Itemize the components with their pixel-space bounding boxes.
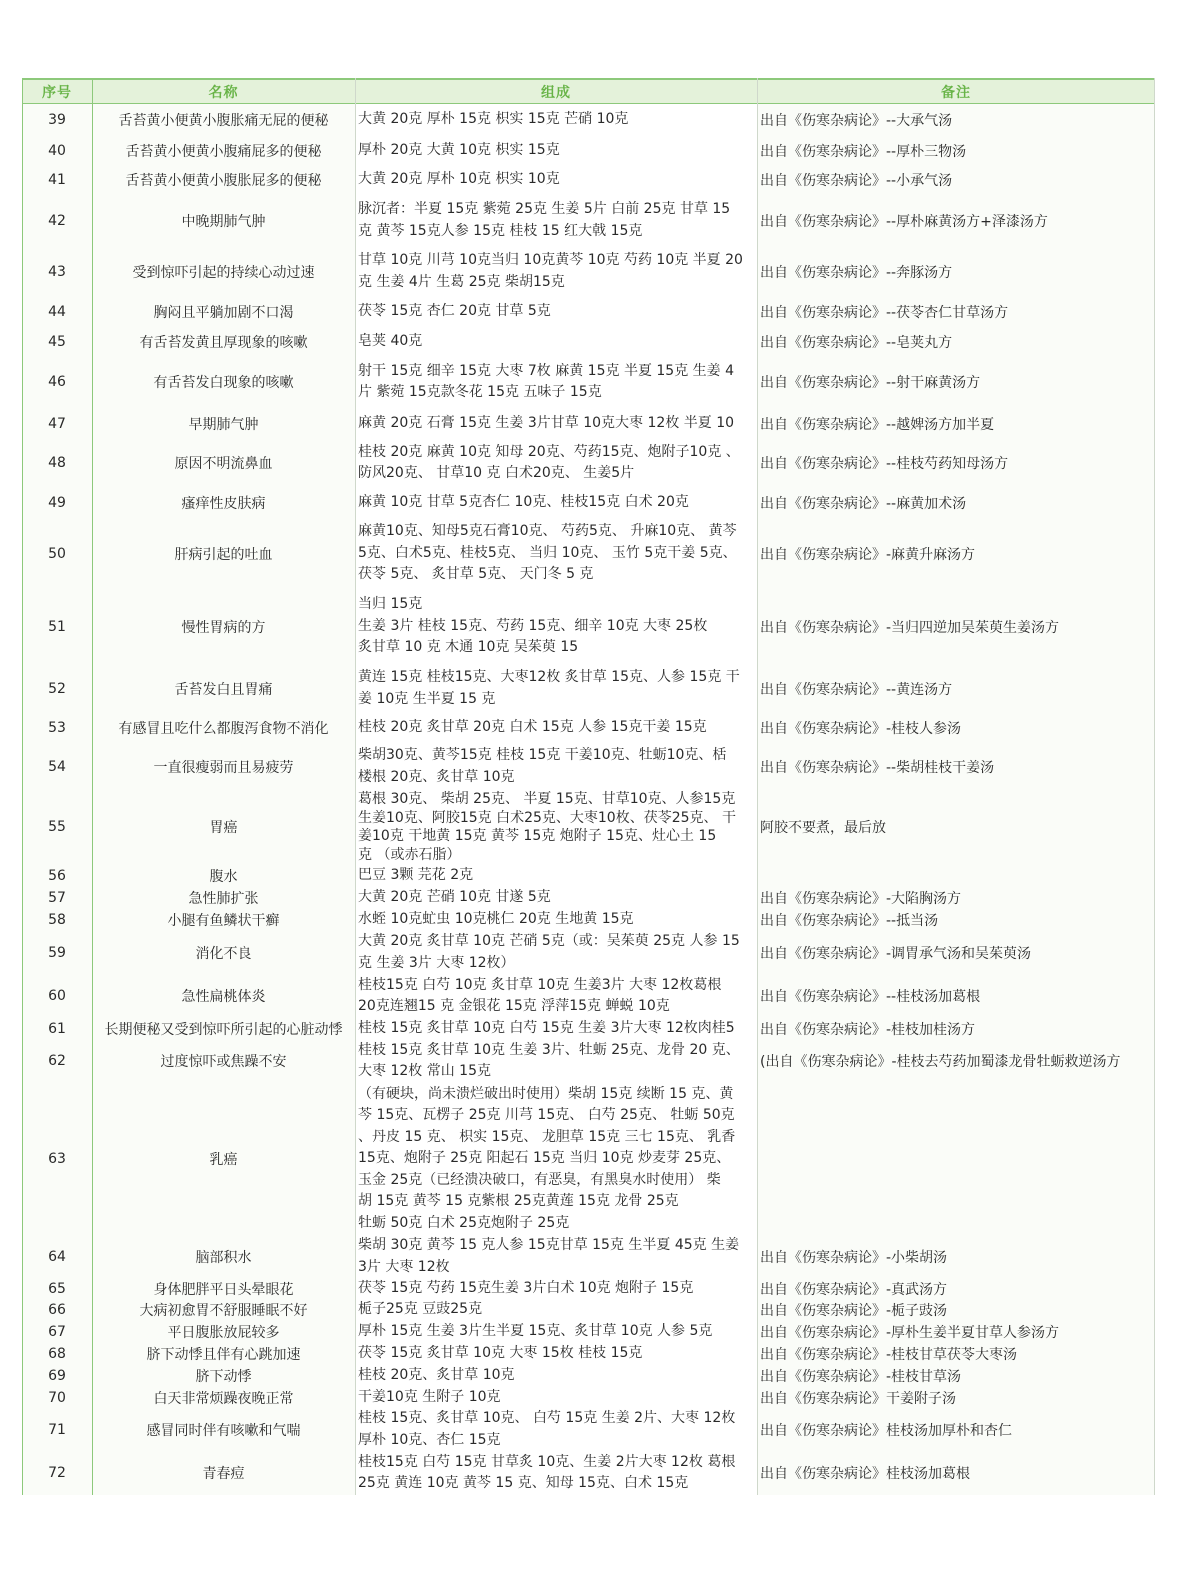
composition-line: 麻黄10克、知母5克石膏10克、 芍药5克、 升麻10克、 黄芩: [358, 523, 737, 540]
row-note: 出自《伤寒杂病论》--小承气汤: [760, 173, 953, 189]
row-composition: [355, 865, 757, 887]
row-composition: [355, 104, 757, 136]
composition-line: 当归 15克: [358, 596, 423, 613]
table-row: [22, 712, 1155, 744]
row-name: 乳癌: [209, 1152, 238, 1168]
row-note: 出自《伤寒杂病论》-真武汤方: [760, 1281, 948, 1298]
composition-line: 大黄 20克 芒硝 10克 甘遂 5克: [358, 889, 551, 906]
row-index: 48: [48, 455, 66, 471]
row-index: 60: [48, 988, 66, 1004]
row-composition: [355, 1321, 757, 1343]
row-name: 脐下动悸: [195, 1369, 252, 1385]
row-index: 42: [48, 212, 66, 229]
row-index: 59: [48, 944, 66, 961]
row-note: 出自《伤寒杂病论》--黄连汤方: [760, 681, 953, 698]
table-row: [22, 1039, 1155, 1083]
row-index: 70: [48, 1389, 66, 1406]
composition-line: 桂枝 20克 炙甘草 20克 白术 15克 人参 15克干姜 15克: [358, 719, 707, 736]
table-row: [22, 519, 1155, 588]
row-name: 脑部积水: [195, 1249, 252, 1266]
table-row: [22, 440, 1155, 486]
row-index: 54: [48, 758, 66, 775]
row-index: 63: [48, 1151, 66, 1167]
table-row: [22, 246, 1155, 297]
row-composition: [355, 1451, 757, 1495]
row-note: 出自《伤寒杂病论》--茯苓杏仁甘草汤方: [760, 305, 1009, 321]
composition-line: 厚朴 15克 生姜 3片生半夏 15克、炙甘草 10克 人参 5克: [358, 1323, 713, 1340]
row-note: 出自《伤寒杂病论》桂枝汤加葛根: [760, 1466, 970, 1482]
table-row: [22, 789, 1155, 865]
row-name: 肝病引起的吐血: [174, 546, 273, 563]
row-name: 大病初愈胃不舒服睡眠不好: [139, 1303, 308, 1319]
row-name: 脐下动悸且伴有心跳加速: [146, 1347, 301, 1363]
row-note: 出自《伤寒杂病论》-桂枝加桂汤方: [760, 1021, 976, 1038]
table-row: [22, 486, 1155, 519]
composition-line: 桂枝15克 白芍 15克 甘草炙 10克、生姜 2片大枣 12枚 葛根: [358, 1453, 736, 1470]
composition-line: 片 紫菀 15克款冬花 15克 五味子 15克: [358, 384, 602, 400]
table-row: [22, 1235, 1155, 1278]
row-composition: [355, 665, 757, 712]
composition-line: 干姜10克 生附子 10克: [358, 1389, 501, 1405]
row-note: 出自《伤寒杂病论》--厚朴三物汤: [760, 143, 967, 160]
table-row: [22, 887, 1155, 909]
composition-line: 桂枝 20克、炙甘草 10克: [358, 1367, 515, 1384]
table-row: [22, 588, 1155, 665]
row-name: 白天非常烦躁夜晚正常: [153, 1390, 294, 1407]
row-index: 51: [48, 618, 66, 635]
composition-line: 15克、炮附子 25克 阳起石 15克 当归 10克 炒麦芽 25克、: [358, 1150, 731, 1167]
table-row: [22, 744, 1155, 789]
row-name: 瘙痒性皮肤病: [181, 495, 266, 512]
composition-line: 茯苓 15克 芍药 15克生姜 3片白术 10克 炮附子 15克: [358, 1280, 694, 1296]
row-note: 出自《伤寒杂病论》--厚朴麻黄汤方+泽漆汤方: [760, 213, 1048, 230]
row-index: 41: [48, 172, 66, 188]
row-index: 50: [48, 545, 66, 562]
header-index: 序号: [42, 84, 72, 101]
row-index: 53: [48, 720, 66, 736]
row-note: 出自《伤寒杂病论》桂枝汤加厚朴和杏仁: [760, 1422, 1012, 1439]
row-composition: [355, 407, 757, 440]
composition-line: 克 生姜 4片 生葛 25克 柴胡15克: [358, 273, 565, 290]
row-index: 52: [48, 680, 66, 697]
composition-line: 葛根 30克、 柴胡 25克、 半夏 15克、甘草10克、人参15克: [358, 791, 736, 807]
composition-line: 甘草 10克 川芎 10克当归 10克黄芩 10克 芍药 10克 半夏 20: [358, 252, 743, 268]
row-composition: [355, 1387, 757, 1408]
composition-line: 克 （或赤石脂）: [358, 846, 461, 863]
row-index: 67: [48, 1324, 66, 1340]
row-composition: [355, 744, 757, 789]
row-note: 出自《伤寒杂病论》-桂枝甘草茯苓大枣汤: [760, 1347, 1018, 1363]
row-note: 出自《伤寒杂病论》-调胃承气汤和吴茱萸汤: [760, 945, 1032, 962]
row-note: 出自《伤寒杂病论》--桂枝芍药知母汤方: [760, 456, 1009, 472]
row-composition: [355, 519, 757, 588]
table-row: [22, 297, 1155, 327]
composition-line: 姜10克 干地黄 15克 黄芩 15克 炮附子 15克、灶心土 15: [358, 828, 717, 844]
row-name: 消化不良: [195, 945, 252, 962]
row-composition: [355, 1039, 757, 1083]
row-note: 出自《伤寒杂病论》-桂枝人参汤: [760, 721, 962, 737]
row-name: 胸闷且平躺加剧不口渴: [153, 305, 294, 321]
row-composition: [355, 1365, 757, 1387]
composition-line: 麻黄 10克 甘草 5克杏仁 10克、桂枝15克 白术 20克: [358, 493, 689, 510]
table-row: [22, 1299, 1155, 1321]
composition-line: 楼根 20克、炙甘草 10克: [358, 768, 515, 785]
row-index: 68: [48, 1346, 66, 1362]
composition-line: 巴豆 3颗 芫花 2克: [358, 867, 474, 884]
row-note: 出自《伤寒杂病论》干姜附子汤: [760, 1390, 956, 1407]
row-note: 出自《伤寒杂病论》--抵当汤: [760, 913, 939, 929]
composition-line: 胡 15克 黄芩 15 克紫根 25克黄莲 15克 龙骨 25克: [358, 1193, 679, 1210]
row-composition: [355, 1083, 757, 1235]
column-divider: [355, 78, 356, 1495]
composition-line: 桂枝 15克 炙甘草 10克 生姜 3片、牡蛎 25克、龙骨 20 克、: [358, 1041, 740, 1058]
row-name: 身体肥胖平日头晕眼花: [153, 1281, 294, 1298]
row-index: 57: [48, 890, 66, 906]
row-index: 72: [48, 1465, 66, 1481]
row-index: 44: [48, 304, 66, 320]
table-row: [22, 357, 1155, 407]
row-note: 出自《伤寒杂病论》--柴胡桂枝干姜汤: [760, 759, 995, 776]
row-note: 出自《伤寒杂病论》--桂枝汤加葛根: [760, 989, 981, 1005]
row-composition: [355, 1018, 757, 1039]
composition-line: 水蛭 10克虻虫 10克桃仁 20克 生地黄 15克: [358, 911, 634, 928]
row-name: 急性肺扩张: [188, 891, 259, 907]
composition-line: 芩 15克、瓦楞子 25克 川芎 15克、 白芍 25克、 牡蛎 50克: [358, 1107, 735, 1124]
table-row: [22, 1408, 1155, 1451]
row-note: [757, 1083, 1155, 1235]
row-note: 出自《伤寒杂病论》--奔豚汤方: [760, 264, 953, 281]
table-row: [22, 931, 1155, 974]
row-index: 64: [48, 1248, 66, 1265]
table-header-row: [22, 78, 1155, 104]
row-composition: [355, 486, 757, 519]
row-name: 舌苔黄小便黄小腹痛屁多的便秘: [125, 143, 322, 160]
composition-line: 生姜10克、阿胶15克 白术25克、大枣10枚、茯苓25克、 干: [358, 809, 736, 826]
row-name: 中晚期肺气肿: [181, 213, 266, 230]
row-name: 舌苔发白且胃痛: [174, 681, 273, 698]
composition-line: 3片 大枣 12枚: [358, 1258, 450, 1275]
row-note: 出自《伤寒杂病论》-大陷胸汤方: [760, 891, 962, 907]
row-index: 56: [48, 868, 66, 884]
row-index: 66: [48, 1302, 66, 1318]
row-composition: [355, 909, 757, 931]
table-row: [22, 1018, 1155, 1039]
row-index: 47: [48, 415, 66, 432]
row-composition: [355, 931, 757, 974]
row-composition: [355, 136, 757, 165]
composition-line: 生姜 3片 桂枝 15克、芍药 15克、细辛 10克 大枣 25枚: [358, 617, 708, 634]
column-divider: [22, 78, 23, 1495]
composition-line: 皂荚 40克: [358, 333, 423, 350]
row-composition: [355, 974, 757, 1018]
row-note: 出自《伤寒杂病论》--皂荚丸方: [760, 335, 953, 351]
composition-line: 防风20克、 甘草10 克 白术20克、 生姜5片: [358, 465, 635, 481]
row-note: 出自《伤寒杂病论》-当归四逆加吴茱萸生姜汤方: [760, 619, 1060, 636]
row-name: 胃癌: [209, 820, 238, 836]
composition-line: （有硬块，尚未溃烂破出时使用）柴胡 15克 续断 15 克、黄: [358, 1085, 734, 1102]
composition-line: 厚朴 20克 大黄 10克 枳实 15克: [358, 141, 560, 158]
composition-line: 大黄 20克 厚朴 15克 枳实 15克 芒硝 10克: [358, 111, 629, 128]
composition-line: 克 黄芩 15克人参 15克 桂枝 15 红大戟 15克: [358, 222, 643, 239]
composition-line: 桂枝 15克、炙甘草 10克、 白芍 15克 生姜 2片、大枣 12枚: [358, 1410, 736, 1426]
row-composition: [355, 1235, 757, 1278]
table-row: [22, 665, 1155, 712]
composition-line: 射干 15克 细辛 15克 大枣 7枚 麻黄 15克 半夏 15克 生姜 4: [358, 362, 735, 379]
row-note: 阿胶不要煮，最后放: [760, 820, 886, 836]
table-row: [22, 1387, 1155, 1408]
row-note: 出自《伤寒杂病论》-麻黄升麻汤方: [760, 546, 976, 563]
composition-line: 、丹皮 15 克、 枳实 15克、 龙胆草 15克 三七 15克、 乳香: [358, 1128, 736, 1145]
row-composition: [355, 1408, 757, 1451]
table-row: [22, 165, 1155, 195]
composition-line: 大枣 12枚 常山 15克: [358, 1063, 491, 1079]
composition-line: 茯苓 15克 杏仁 20克 甘草 5克: [358, 303, 551, 320]
column-divider: [1154, 78, 1155, 1495]
composition-line: 炙甘草 10 克 木通 10克 吴茱萸 15: [358, 639, 579, 656]
composition-line: 大黄 20克 炙甘草 10克 芒硝 5克（或：吴茱萸 25克 人参 15: [358, 933, 740, 949]
table-row: [22, 1321, 1155, 1343]
row-composition: [355, 297, 757, 327]
row-index: 69: [48, 1368, 66, 1384]
composition-line: 茯苓 15克 炙甘草 10克 大枣 15枚 桂枝 15克: [358, 1345, 643, 1362]
composition-line: 柴胡30克、黄芩15克 桂枝 15克 干姜10克、牡蛎10克、栝: [358, 747, 727, 763]
row-name: 腹水: [209, 869, 238, 885]
row-name: 青春痘: [202, 1466, 245, 1482]
row-name: 平日腹胀放屁较多: [167, 1325, 280, 1341]
table-row: [22, 104, 1155, 136]
row-name: 舌苔黄小便黄小腹胀屁多的便秘: [125, 173, 322, 189]
composition-line: 姜 10克 生半夏 15 克: [358, 690, 496, 707]
row-composition: [355, 1278, 757, 1299]
composition-line: 茯苓 5克、 炙甘草 5克、 天门冬 5 克: [358, 566, 594, 583]
row-note: 出自《伤寒杂病论》--麻黄加术汤: [760, 495, 967, 512]
composition-line: 玉金 25克（已经溃决破口，有恶臭，有黑臭水时使用） 柴: [358, 1171, 721, 1188]
table-row: [22, 1365, 1155, 1387]
row-index: 71: [48, 1421, 66, 1438]
row-index: 55: [48, 819, 66, 835]
row-name: 急性扁桃体炎: [181, 989, 266, 1005]
table-row: [22, 1083, 1155, 1235]
header-name: 名称: [208, 84, 239, 101]
column-divider: [92, 78, 93, 1495]
row-composition: [355, 165, 757, 195]
table-row: [22, 974, 1155, 1018]
composition-line: 黄连 15克 桂枝15克、大枣12枚 炙甘草 15克、人参 15克 干: [358, 669, 740, 685]
row-name: 小腿有鱼鳞状干癣: [167, 913, 280, 929]
row-index: 43: [48, 263, 66, 280]
row-composition: [355, 1343, 757, 1365]
row-composition: [355, 789, 757, 865]
row-name: 长期便秘又受到惊吓所引起的心脏动悸: [104, 1021, 343, 1038]
row-index: 62: [48, 1053, 66, 1069]
table-row: [22, 136, 1155, 165]
composition-line: 桂枝 20克 麻黄 10克 知母 20克、芍药15克、炮附子10克 、: [358, 443, 740, 460]
composition-line: 桂枝15克 白芍 10克 炙甘草 10克 生姜3片 大枣 12枚葛根: [358, 976, 722, 993]
composition-line: 厚朴 10克、杏仁 15克: [358, 1431, 501, 1448]
composition-line: 大黄 20克 厚朴 10克 枳实 10克: [358, 171, 560, 188]
row-note: 出自《伤寒杂病论》-厚朴生姜半夏甘草人参汤方: [760, 1325, 1060, 1341]
row-index: 46: [48, 374, 66, 390]
row-note: 出自《伤寒杂病论》-栀子豉汤: [760, 1303, 948, 1319]
row-index: 39: [48, 112, 66, 128]
row-note: [757, 865, 1155, 887]
row-composition: [355, 327, 757, 357]
composition-line: 25克 黄连 10克 黄芩 15 克、知母 15克、白术 15克: [358, 1475, 689, 1491]
row-composition: [355, 195, 757, 246]
row-name: 过度惊吓或焦躁不安: [160, 1054, 287, 1070]
composition-line: 克 生姜 3片 大枣 12枚）: [358, 954, 515, 971]
row-index: 40: [48, 142, 66, 159]
row-note: 出自《伤寒杂病论》-桂枝甘草汤: [760, 1369, 962, 1385]
row-index: 61: [48, 1020, 66, 1037]
composition-line: 麻黄 20克 石膏 15克 生姜 3片甘草 10克大枣 12枚 半夏 10: [358, 414, 735, 431]
row-name: 有舌苔发黄且厚现象的咳嗽: [139, 335, 308, 351]
row-composition: [355, 712, 757, 744]
row-name: 有舌苔发白现象的咳嗽: [153, 375, 294, 391]
table-row: [22, 1278, 1155, 1299]
header-composition: 组成: [541, 84, 571, 101]
row-composition: [355, 887, 757, 909]
table-row: [22, 1343, 1155, 1365]
composition-line: 牡蛎 50克 白术 25克炮附子 25克: [358, 1214, 570, 1231]
row-name: 受到惊吓引起的持续心动过速: [132, 264, 315, 281]
row-name: 舌苔黄小便黄小腹胀痛无屁的便秘: [118, 113, 329, 129]
row-index: 58: [48, 912, 66, 928]
composition-line: 柴胡 30克 黄芩 15 克人参 15克甘草 15克 生半夏 45克 生姜: [358, 1237, 740, 1253]
table-row: [22, 327, 1155, 357]
composition-line: 20克连翘15 克 金银花 15克 浮萍15克 蝉蜕 10克: [358, 998, 670, 1014]
composition-line: 5克、白术5克、桂枝5克、 当归 10克、 玉竹 5克干姜 5克、: [358, 544, 737, 561]
row-composition: [355, 588, 757, 665]
table-row: [22, 1451, 1155, 1495]
row-note: (出自《伤寒杂病论》-桂枝去芍药加蜀漆龙骨牡蛎救逆汤方: [760, 1054, 1121, 1070]
row-note: 出自《伤寒杂病论》--射干麻黄汤方: [760, 375, 981, 391]
table-row: [22, 865, 1155, 887]
composition-line: 栀子25克 豆豉25克: [358, 1301, 483, 1318]
row-index: 45: [48, 334, 66, 350]
row-note: 出自《伤寒杂病论》--大承气汤: [760, 113, 953, 129]
row-index: 65: [48, 1280, 66, 1297]
table-row: [22, 195, 1155, 246]
composition-line: 桂枝 15克 炙甘草 10克 白芍 15克 生姜 3片大枣 12枚肉桂5: [358, 1020, 735, 1036]
composition-line: 脉沉者：半夏 15克 紫菀 25克 生姜 5片 白前 25克 甘草 15: [358, 201, 731, 217]
row-composition: [355, 1299, 757, 1321]
row-name: 感冒同时伴有咳嗽和气喘: [146, 1422, 301, 1439]
row-name: 原因不明流鼻血: [174, 456, 273, 472]
row-name: 有感冒且吃什么都腹泻食物不消化: [118, 721, 329, 737]
row-composition: [355, 357, 757, 407]
column-divider: [757, 78, 758, 1495]
row-name: 慢性胃病的方: [181, 619, 266, 636]
row-index: 49: [48, 494, 66, 511]
table-row: [22, 909, 1155, 931]
formula-table: [22, 78, 1155, 1495]
header-note: 备注: [941, 84, 971, 101]
row-composition: [355, 246, 757, 297]
row-name: 一直很瘦弱而且易疲劳: [153, 759, 294, 776]
row-note: 出自《伤寒杂病论》--越婢汤方加半夏: [760, 416, 995, 433]
table-row: [22, 407, 1155, 440]
row-composition: [355, 440, 757, 486]
row-note: 出自《伤寒杂病论》-小柴胡汤: [760, 1249, 948, 1266]
row-name: 早期肺气肿: [188, 416, 259, 433]
